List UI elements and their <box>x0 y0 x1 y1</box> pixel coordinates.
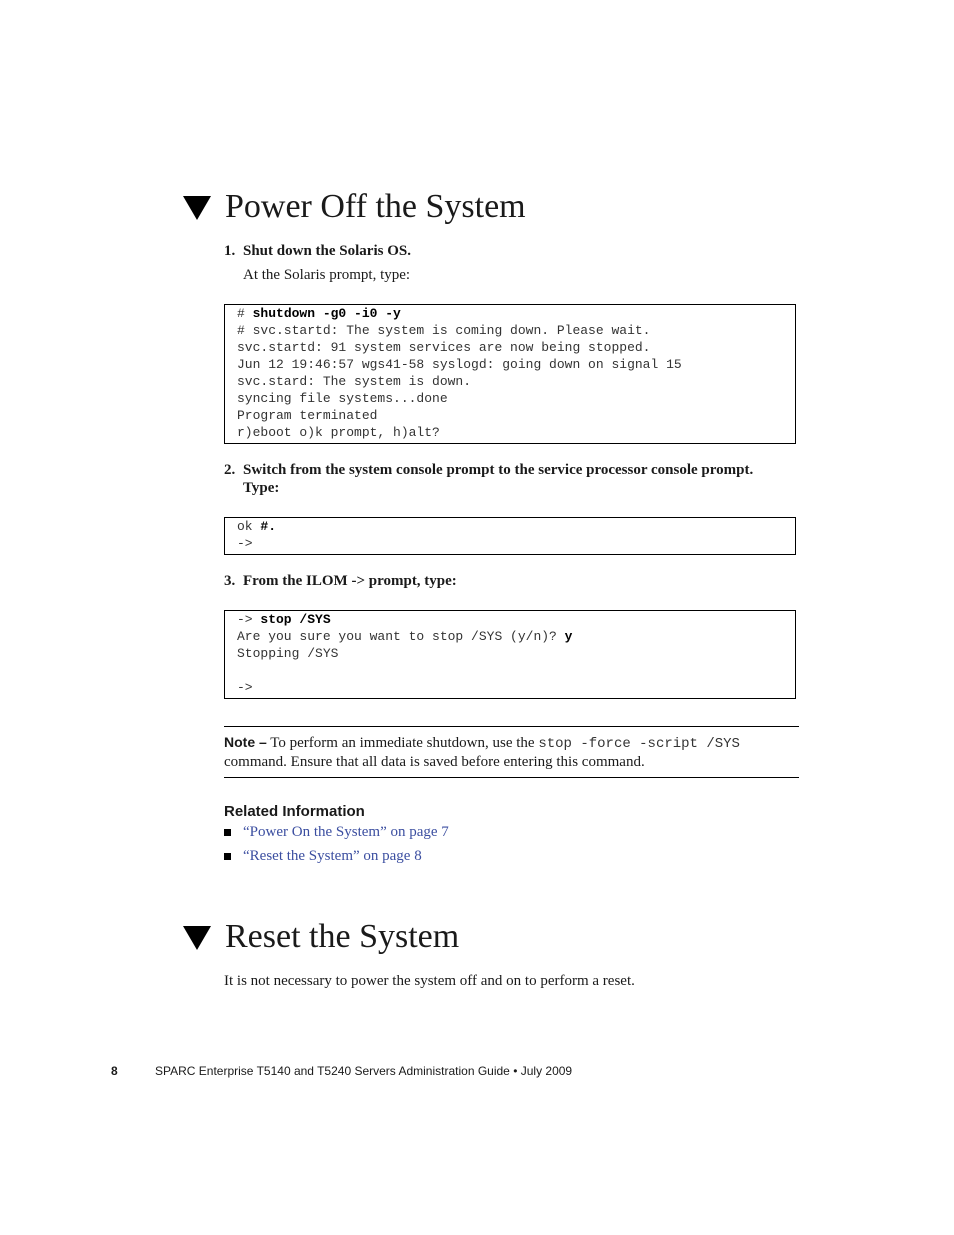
footer-separator: • <box>509 1064 521 1078</box>
link-reset-the-system[interactable]: “Reset the System” on page 8 <box>243 848 422 864</box>
command-text: shutdown -g0 -i0 -y <box>252 306 401 321</box>
related-link-item <box>224 824 449 841</box>
note-text-continued: command. Ensure that all data is saved before entering this command. <box>224 754 645 770</box>
code-line: -> stop /SYS <box>237 612 331 627</box>
note-command: stop -force -script /SYS <box>538 736 740 752</box>
step-text-continued: Type: <box>243 480 280 496</box>
square-bullet-icon <box>224 829 231 836</box>
step-1-description: At the Solaris prompt, type: <box>243 267 411 283</box>
code-line <box>237 662 795 679</box>
footer-title: SPARC Enterprise T5140 and T5240 Servers Administration Guide <box>155 1064 510 1078</box>
step-number: 2. <box>224 462 236 478</box>
code-block-stop-sys <box>224 610 796 699</box>
code-line: svc.startd: 91 system services are now being stopped. <box>237 340 651 355</box>
code-line: Jun 12 19:46:57 wgs41-58 syslogd: going down on signal 15 <box>237 357 682 372</box>
code-line: syncing file systems...done <box>237 391 448 406</box>
code-line: # svc.startd: The system is coming down. Please wait. <box>237 323 651 338</box>
step-2 <box>224 461 753 497</box>
code-line: Program terminated <box>237 408 378 423</box>
footer-date: July 2009 <box>520 1064 573 1078</box>
command-text: stop /SYS <box>260 612 331 627</box>
note-box <box>224 726 799 778</box>
step-text: From the ILOM -> prompt, type: <box>243 573 457 589</box>
note-label: Note – <box>224 734 267 750</box>
page-footer <box>111 1064 572 1078</box>
command-text: #. <box>260 519 277 534</box>
related-link-item <box>224 848 422 865</box>
code-block-shutdown <box>224 304 796 444</box>
triangle-down-icon <box>183 926 211 950</box>
code-line: -> <box>237 536 253 551</box>
code-line: Stopping /SYS <box>237 646 339 661</box>
step-number: 1. <box>224 243 236 259</box>
step-3 <box>224 572 457 590</box>
code-line: r)eboot o)k prompt, h)alt? <box>237 425 440 440</box>
square-bullet-icon <box>224 853 231 860</box>
step-number: 3. <box>224 573 236 589</box>
code-block-console-escape <box>224 517 796 555</box>
section-heading-reset <box>183 917 459 957</box>
step-text: Shut down the Solaris OS. <box>243 243 411 259</box>
note-text: To perform an immediate shutdown, use the <box>266 735 539 751</box>
code-line: ok #. <box>237 519 277 534</box>
code-line: -> <box>237 680 253 695</box>
reset-description: It is not necessary to power the system off and on to perform a reset. <box>224 973 635 989</box>
section-heading-power-off <box>183 187 526 227</box>
heading-text: Power Off the System <box>225 188 526 225</box>
link-power-on-the-system[interactable]: “Power On the System” on page 7 <box>243 824 449 840</box>
heading-text: Reset the System <box>225 918 460 955</box>
triangle-down-icon <box>183 196 211 220</box>
code-line: # shutdown -g0 -i0 -y <box>237 306 401 321</box>
command-text: y <box>564 629 573 644</box>
code-line: svc.stard: The system is down. <box>237 374 472 389</box>
code-line: Are you sure you want to stop /SYS (y/n)? y <box>237 629 573 644</box>
step-1 <box>224 242 411 260</box>
step-text: Switch from the system console prompt to the service processor console prompt. <box>243 462 754 478</box>
page-number: 8 <box>111 1064 118 1078</box>
related-information-heading: Related Information <box>224 803 365 820</box>
